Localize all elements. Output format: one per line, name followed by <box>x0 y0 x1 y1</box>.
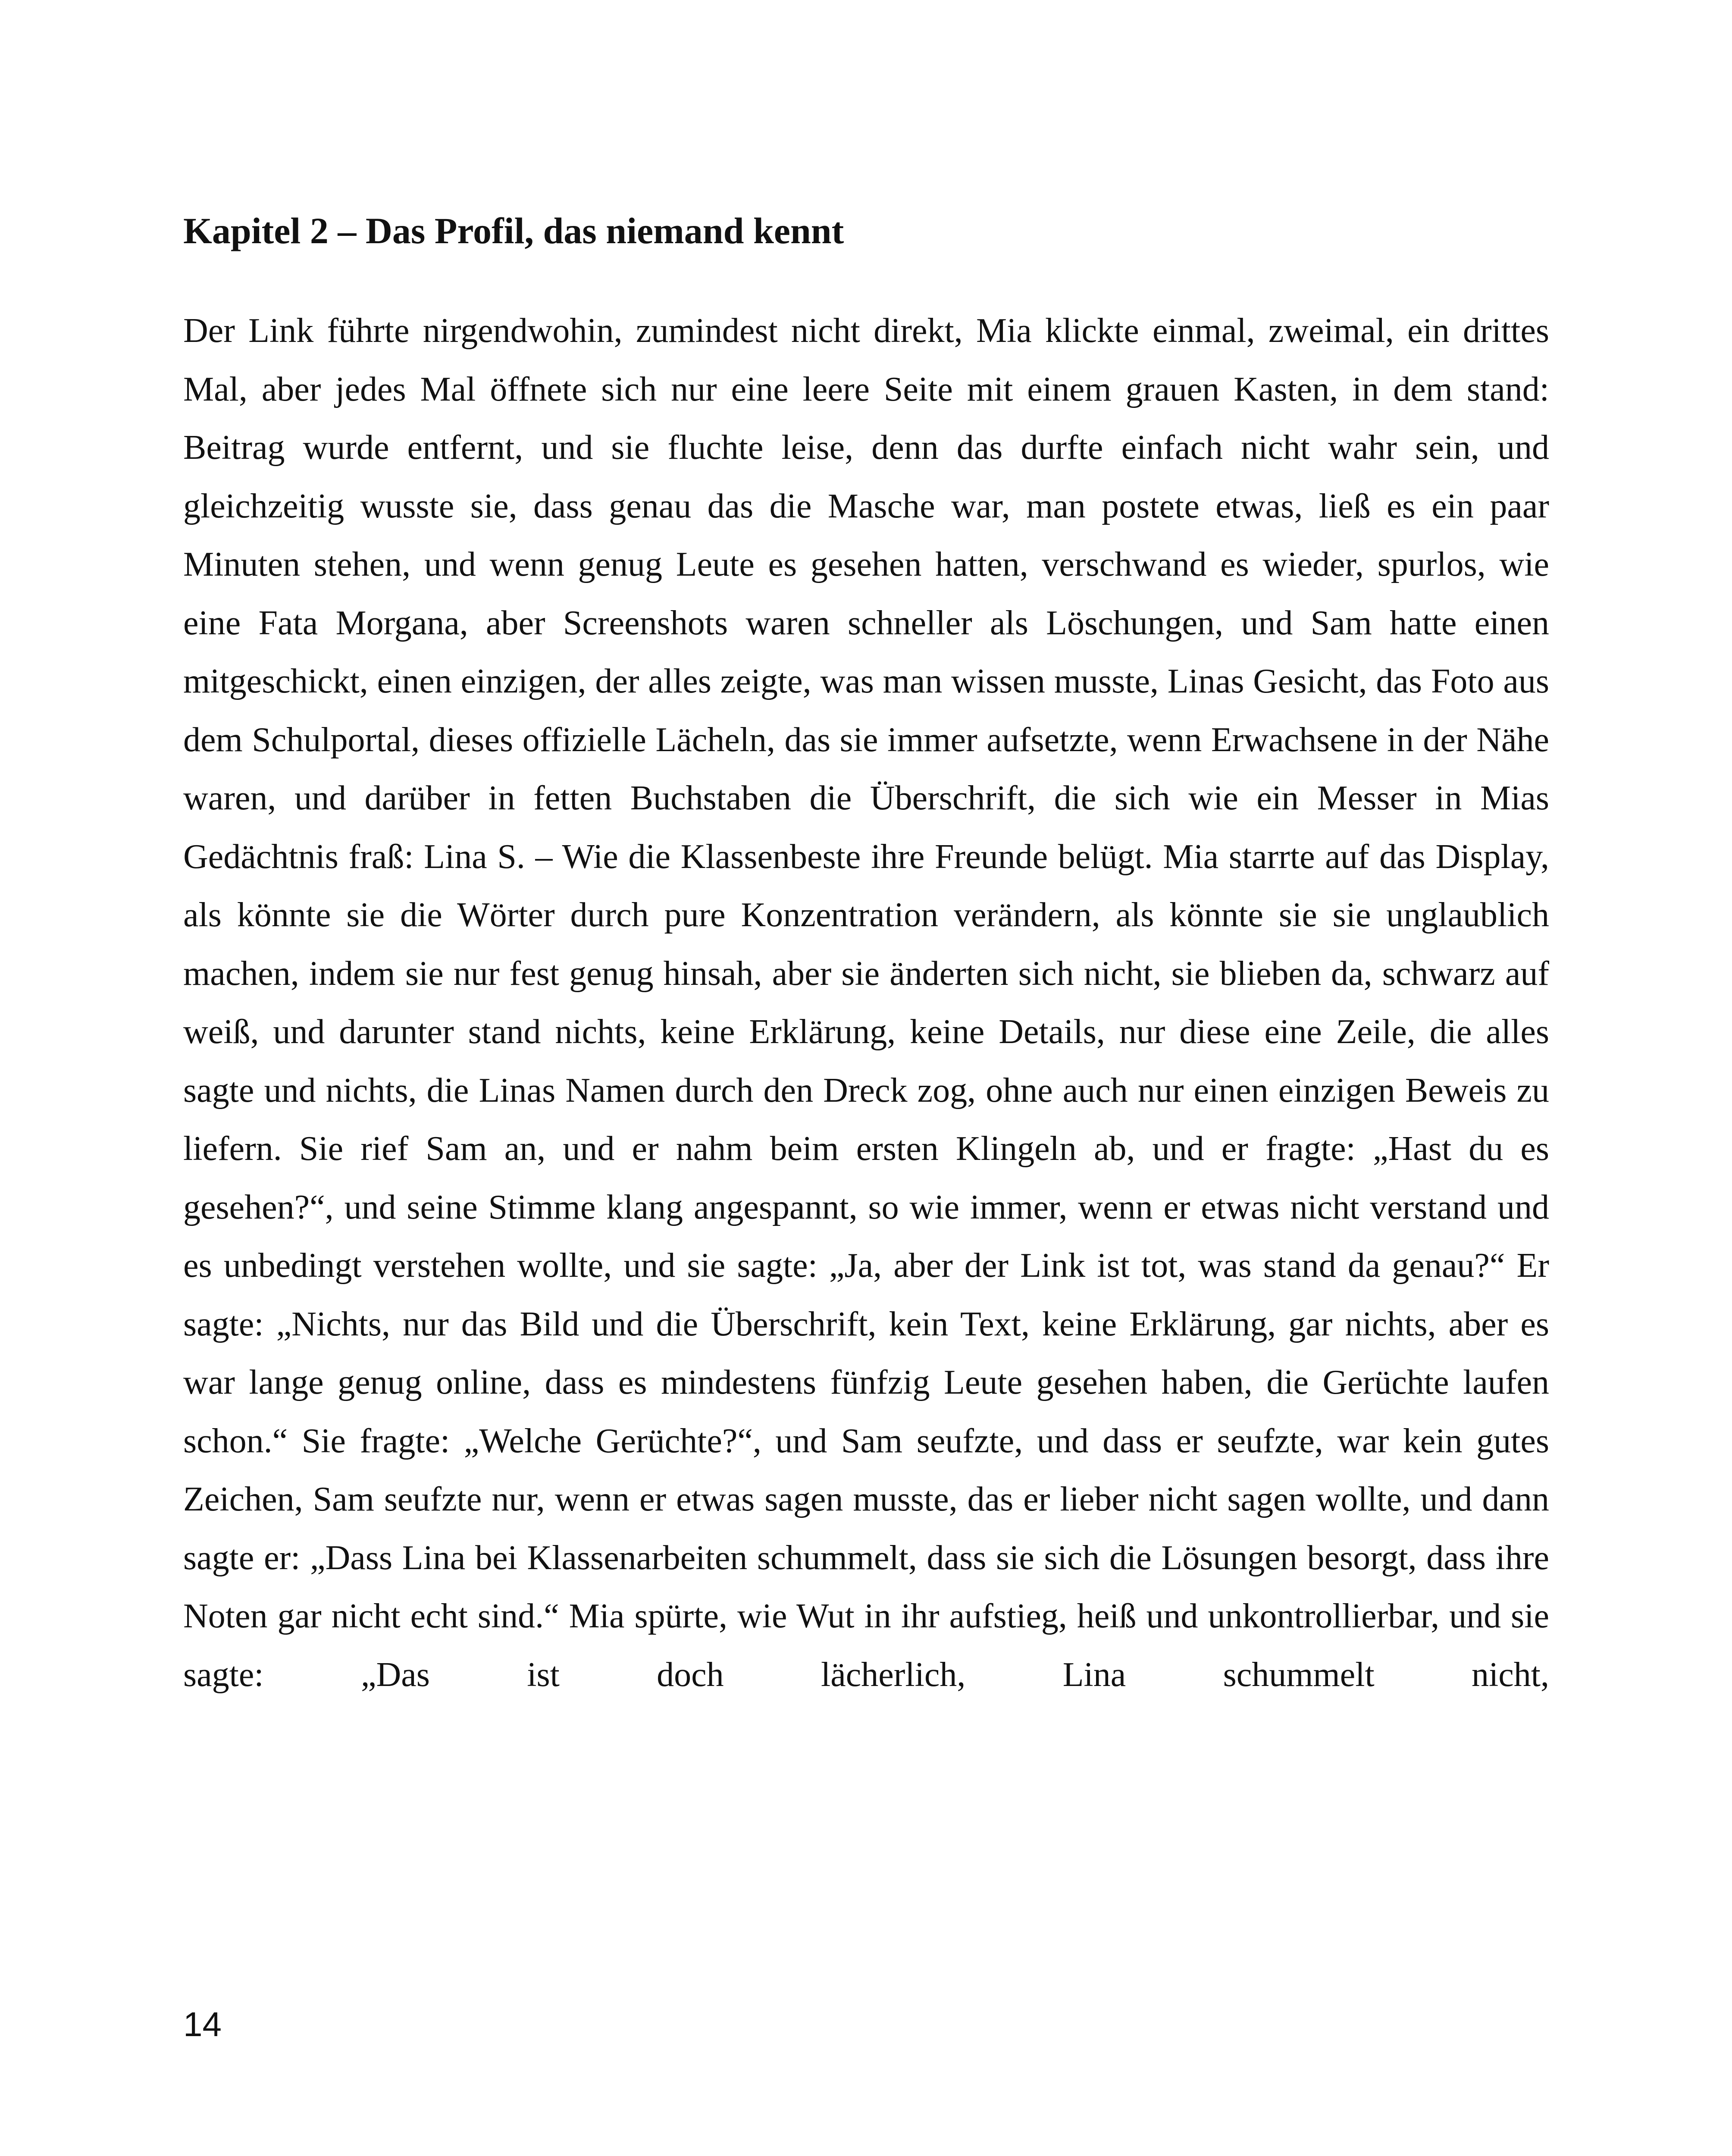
body-paragraph: Der Link führte nirgendwohin, zumindest nicht direkt, Mia klickte einmal, zweimal, ein drittes Mal, aber jedes Mal öffnete sich nur eine leere Seite mit einem grauen Kasten, in dem stand: Beitrag wurde entfernt, und sie fluchte leise, denn das durfte einfach nicht wahr sein, und gleichzeitig wusste sie, dass genau das die Masche war, man postete etwas, ließ es ein paar Minuten stehen, und wenn genug Leute es gesehen hatten, verschwand es wieder, spurlos, wie eine Fata Morgana, aber Screenshots waren schneller als Löschungen, und Sam hatte einen mitgeschickt, einen einzigen, der alles zeigte, was man wissen musste, Linas Gesicht, das Foto aus dem Schulportal, dieses offizielle Lächeln, das sie immer aufsetzte, wenn Erwachsene in der Nähe waren, und darüber in fetten Buchstaben die Überschrift, die sich wie ein Messer in Mias Gedächtnis fraß: Lina S. – Wie die Klassenbeste ihre Freunde belügt. Mia starrte auf das Display, als könnte sie die Wörter durch pure Konzentration verändern, als könnte sie sie unglaublich machen, indem sie nur fest genug hinsah, aber sie änderten sich nicht, sie blieben da, schwarz auf weiß, und darunter stand nichts, keine Erklärung, keine Details, nur diese eine Zeile, die alles sagte und nichts, die Linas Namen durch den Dreck zog, ohne auch nur einen einzigen Beweis zu liefern. Sie rief Sam an, und er nahm beim ersten Klingeln ab, und er fragte: „Hast du es gesehen?“, und seine Stimme klang angespannt, so wie immer, wenn er etwas nicht verstand und es unbedingt verstehen wollte, und sie sagte: „Ja, aber der Link ist tot, was stand da genau?“ Er sagte: „Nichts, nur das Bild und die Überschrift, kein Text, keine Erklärung, gar nichts, aber es war lange genug online, dass es mindestens fünfzig Leute gesehen haben, die Gerüchte laufen schon.“ Sie fragte: „Welche Gerüchte?“, und Sam seufzte, und dass er seufzte, war kein gutes Zeichen, Sam seufzte nur, wenn er etwas sagen musste, das er lieber nicht sagen wollte, und dann sagte er: „Dass Lina bei Klassenarbeiten schummelt, dass sie sich die Lösungen besorgt, dass ihre Noten gar nicht echt sind.“ Mia spürte, wie Wut in ihr aufstieg, heiß und unkontrollierbar, und sie sagte: „Das ist doch lächerlich, Lina schummelt nicht, <box>183 312 1549 1694</box>
page-number: 14 <box>183 2005 222 2043</box>
chapter-title: Kapitel 2 – Das Profil, das niemand kennt <box>183 210 844 251</box>
